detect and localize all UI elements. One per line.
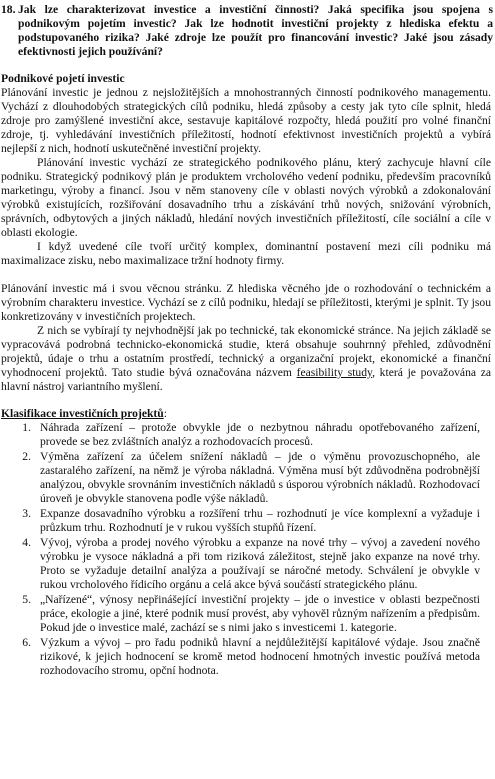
paragraph-planovani-investic: Plánování investic je jednou z nejsložitějších a mnohostranných činností podnikového managementu. Vychází z dlouhodobých strategických cílů podniku, hledá způsoby a cesty jak tyto cíle splnit, hledá zdroje pro zamýšlené investiční akce, sestavuje kapitálové rozpočty, hledá použití pro volné finanční zdroje, tj. vyhledávání investičních příležitostí, hodnotí efektivnost investičních projektů a vybírá nejlepší z nich, hodnotí uskutečněné investiční projekty. [1,86,491,155]
list-item-number: 5. [22,593,31,606]
feasibility-text-after: , která je považována za hlavní nástroj variantního myšlení. [1,366,492,393]
paragraph-spacer [0,268,495,282]
paragraph-vecna-stranka: Plánování investic má i svou věcnou stránku. Z hlediska věcného jde o rozhodování o technickém a výrobním charakteru investice. Vychází se z cílů podniku, hledají se příležitosti, kterými je splnit. Ty jsou konkretizovány v investičních projektech. [1,282,491,323]
classification-heading-text: Klasifikace investičních projektů [1,407,164,420]
list-item [0,421,495,449]
list-item-text: Výměna zařízení za účelem snížení nákladů – jde o výměnu provozuschopného, ale zastaralého zařízení, na němž je výroba nákladná. Výměna musí být zdůvodněna podrobnější analýzou, obvykle srovnáním investičních nákladů s úsporou výrobních nákladů. Rozhodovací úroveň je obvykle stanovena podle výše nákladů. [40,450,480,505]
list-item [0,450,495,506]
list-item [0,536,495,592]
list-item-text: „Nařízené“, výnosy nepřinášející investiční projekty – jde o investice v oblasti bezpečnosti práce, ekologie a jiné, které podnik musí provést, aby vyhověl různým nařízením a předpisům. Pokud jde o investice malé, zachází se s nimi jako s investicemi 1. kategorie. [40,593,480,634]
paragraph-feasibility-study [0,324,491,394]
feasibility-study-term: feasibility study [296,366,373,379]
classification-heading [0,407,495,421]
list-item [0,507,495,535]
section-heading-podnikove-pojeti: Podnikové pojetí investic [1,72,125,85]
list-item-text: Expanze dosavadního výrobku a rozšíření trhu – rozhodnutí je více komplexní a vyžaduje i průzkum trhu. Rozhodnutí je v rukou vyšších stupňů řízení. [40,507,480,534]
question-text: Jak lze charakterizovat investice a investiční činnosti? Jaká specifika jsou spojena s podnikovým pojetím investic? Jak lze hodnotit investiční projekty z hlediska efektu a podstupovaného rizika? Jaké zdroje lze použít pro financování investic? Jaké jsou zásady efektivnosti jejich používání? [18,3,493,58]
list-item-number: 4. [22,536,31,549]
question-heading [0,3,495,59]
list-item-text: Náhrada zařízení – protože obvykle jde o nezbytnou náhradu opotřebovaného zařízení, provede se bez zvláštních analýz a rozhodovacích procesů. [40,421,480,448]
list-item [0,593,495,635]
paragraph-strategicky-plan: Plánování investic vychází ze strategického podnikového plánu, který zachycuje hlavní cíle podniku. Strategický podnikový plán je produktem vrcholového vedení podniku, především pracovníků marketingu, výroby a financí. Jsou v něm stanoveny cíle v oblasti nových výrobků a zdokonalování výrobků existujících, rozšiřování dosavadního trhu a získávání trhů nových, snižování výrobních, správních, odbytových a jiných nákladů, hledání nových investičních příležitostí, cíle sociální a cíle v oblasti ekologie. [1,156,491,239]
paragraph-maximalizace-zisku: I když uvedené cíle tvoří určitý komplex, dominantní postavení mezi cíli podniku má maximalizace zisku, nebo maximalizace tržní hodnoty firmy. [1,240,491,267]
list-item-number: 3. [22,507,31,520]
list-item-number: 2. [22,450,31,463]
list-item-number: 6. [22,636,31,649]
classification-list [0,421,495,678]
feasibility-text-before: Z nich se vybírají ty nejvhodnější jak po technické, tak ekonomické stránce. Na jejich základě se vypracovává podrobná technicko-ekonomická studie, která obsahuje souhrnný přehled, zdůvodnění projektů, údaje o trhu a ostatním prostředí, technický a organizační projekt, ekonomické a finanční vyhodnocení projektů. Tato studie bývá označována názvem [1,324,491,379]
classification-heading-colon: : [163,407,167,420]
list-item-text: Vývoj, výroba a prodej nového výrobku a expanze na nové trhy – vývoj a zavedení nového výrobku je vysoce nákladná a při tom riziková záležitost, stejně jako expanze na nové trhy. Proto se vyžaduje detailní analýza a používají se náročné metody. Schválení je obvykle v rukou vrcholového řídicího orgánu a celá akce bývá součástí strategického plánu. [40,536,480,591]
list-item [0,636,495,678]
list-item-text: Výzkum a vývoj – pro řadu podniků hlavní a nejdůležitější kapitálové výdaje. Jsou značně rizikové, k jejich hodnocení se kromě metod hodnocení hmotných investic používá metoda rozhodovacího stromu, opční hodnota. [40,636,480,677]
question-number: 18. [1,3,16,16]
list-item-number: 1. [22,421,31,434]
